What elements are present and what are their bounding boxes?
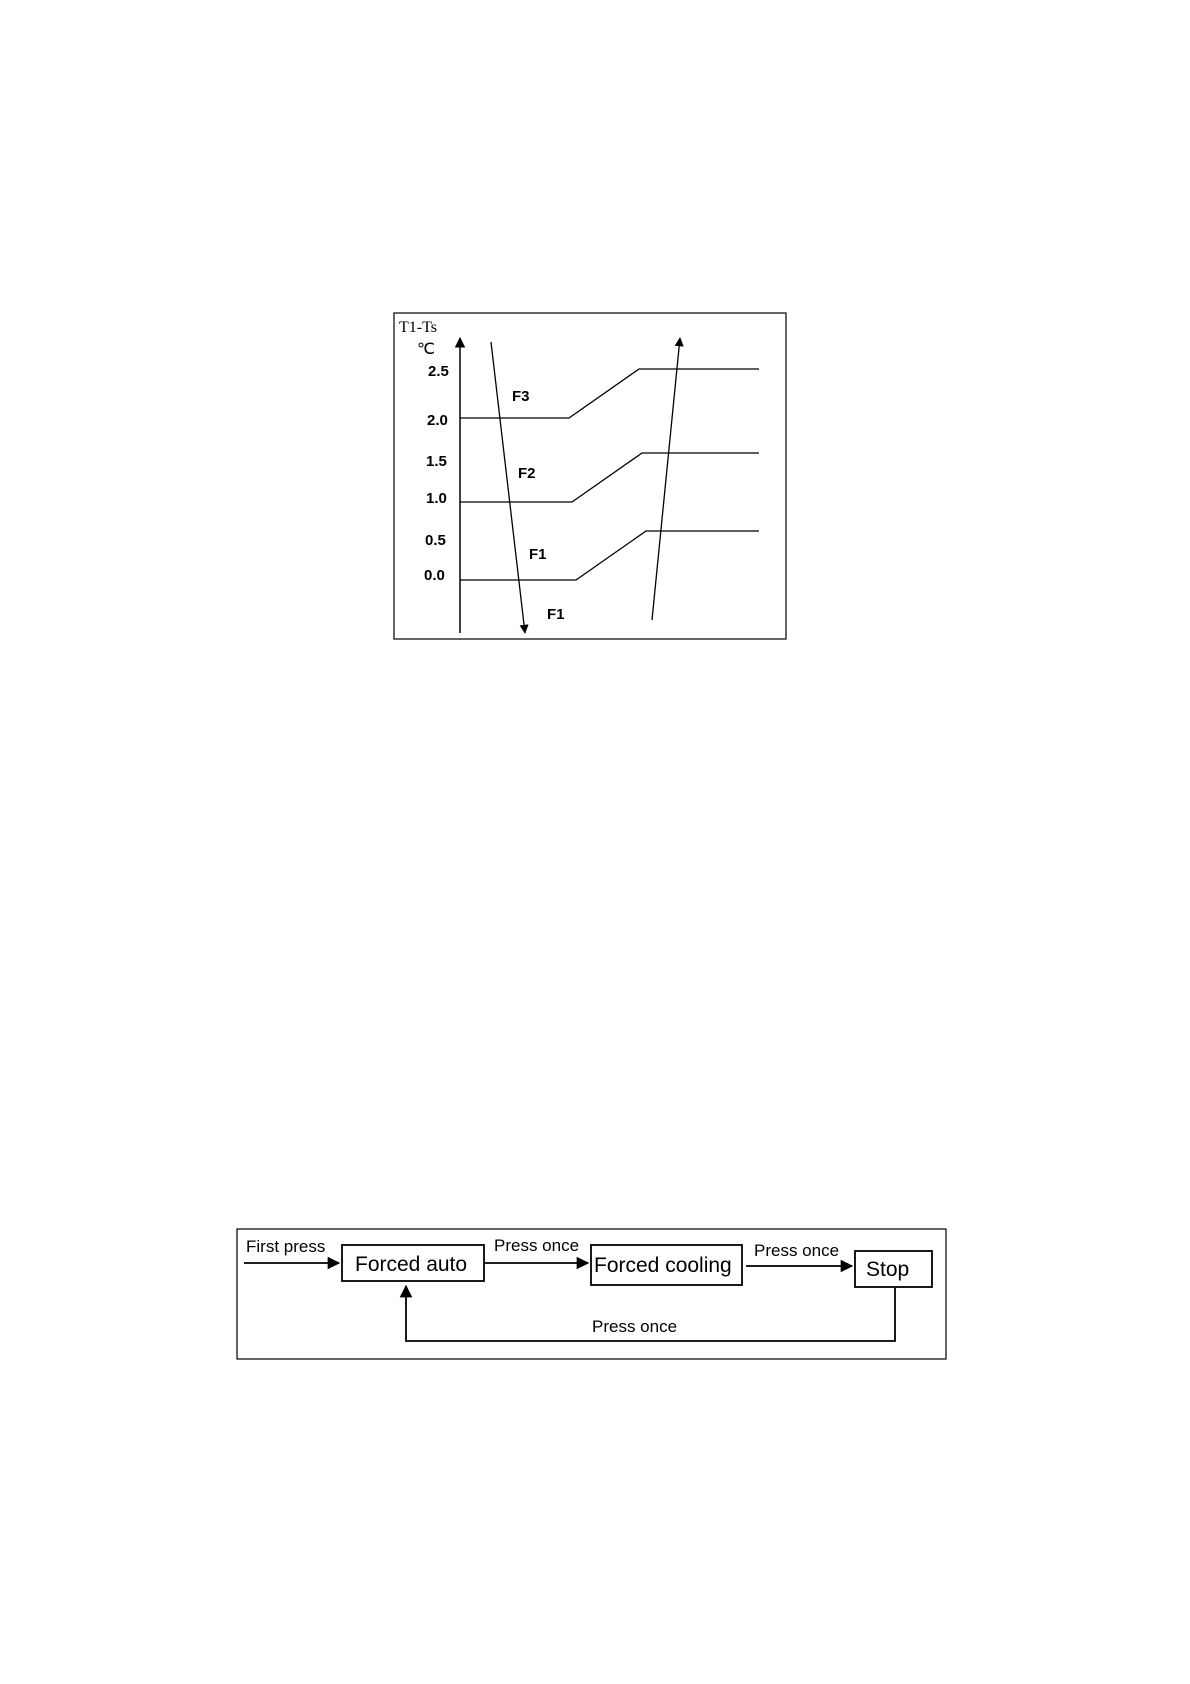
first-press-label: First press	[246, 1237, 326, 1256]
tick-label: 1.5	[426, 453, 447, 470]
zone-label-f1-low: F1	[547, 606, 565, 623]
zone-label-f1: F1	[529, 546, 547, 563]
press-once-label-2: Press once	[754, 1241, 840, 1260]
increasing-arrow	[652, 338, 680, 620]
threshold-line-f1	[460, 531, 759, 580]
forced-cooling-label: Forced cooling	[594, 1254, 732, 1277]
tick-label: 0.5	[425, 532, 446, 549]
fan-speed-diagram	[394, 313, 786, 639]
stop-label: Stop	[866, 1258, 910, 1281]
axis-title-line1: T1-Ts	[399, 319, 437, 336]
diagram-frame	[394, 313, 786, 639]
axis-title-line2: ℃	[417, 341, 435, 358]
threshold-line-f3	[460, 369, 759, 418]
decreasing-arrow	[491, 342, 525, 633]
tick-label: 2.5	[428, 363, 449, 380]
press-once-label-1: Press once	[494, 1236, 580, 1255]
zone-label-f3: F3	[512, 388, 530, 405]
press-once-label-back: Press once	[592, 1317, 678, 1336]
button-flow-diagram	[237, 1229, 946, 1359]
zone-label-f2: F2	[518, 465, 536, 482]
tick-label: 0.0	[424, 567, 445, 584]
forced-auto-label: Forced auto	[355, 1253, 468, 1276]
tick-label: 2.0	[427, 412, 448, 429]
tick-label: 1.0	[426, 490, 447, 507]
